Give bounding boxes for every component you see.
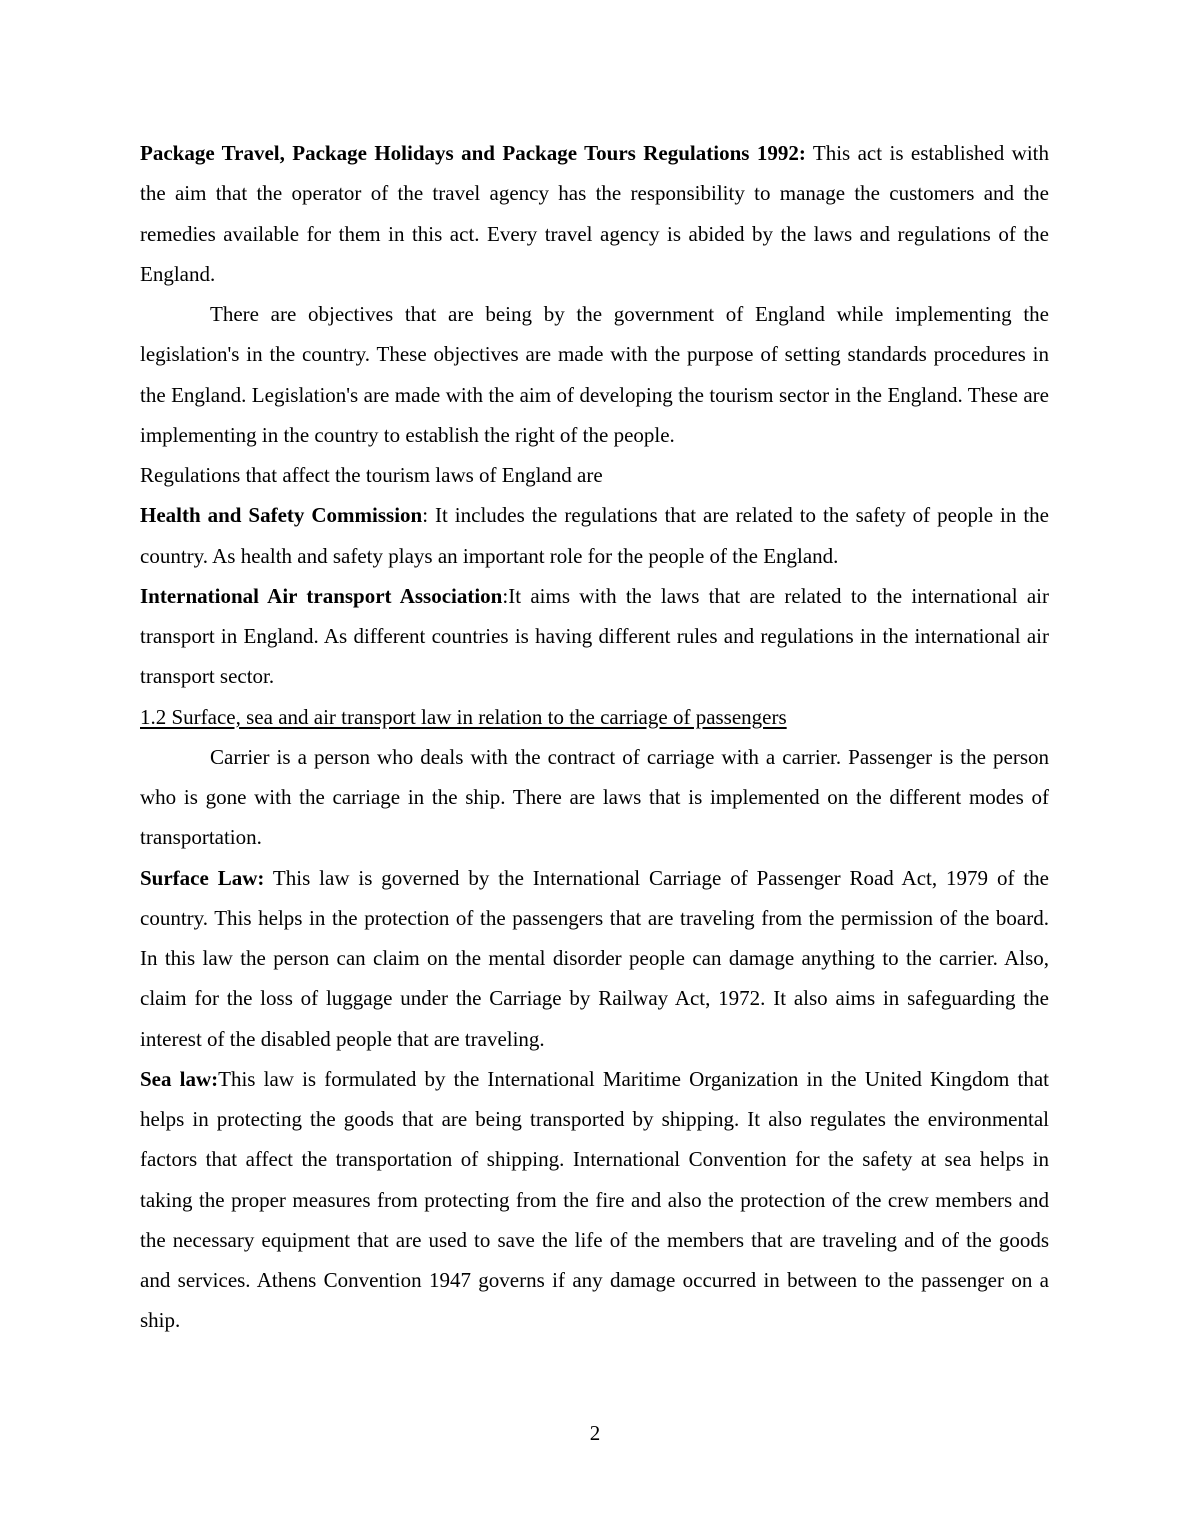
paragraph-health-safety — [140, 495, 1049, 576]
document-page — [140, 133, 1049, 1341]
paragraph-carrier — [140, 737, 1049, 858]
paragraph-text: This act is established with the aim that the operator of the travel agency has the responsibility to manage the customers and the remedies available for them in this act. Every travel agency is abided by the laws and regulations of the England. — [140, 141, 1049, 286]
term-health-safety-commission: Health and Safety Commission — [140, 503, 423, 528]
paragraph-regulations-intro — [140, 455, 1049, 495]
paragraph-objectives — [140, 294, 1049, 455]
term-package-travel-regulations: Package Travel, Package Holidays and Package Tours Regulations 1992: — [140, 141, 806, 165]
term-surface-law: Surface Law: — [140, 865, 265, 890]
paragraph-text: : It includes the regulations that are related to the safety of people in the country. As health and safety plays an important role for the people of the England. — [140, 503, 1049, 568]
paragraph-text: Carrier is a person who deals with the contract of carriage with a carrier. Passenger is the person who is gone with the carriage in the ship. There are laws that is implemented on the different modes of transportation. — [140, 744, 1049, 850]
paragraph-iata — [140, 576, 1049, 697]
paragraph-text: :It aims with the laws that are related to the international air transport in England. As different countries is having different rules and regulations in the international air transport sector. — [140, 583, 1049, 689]
paragraph-package-travel — [140, 133, 1049, 294]
paragraph-sea-law — [140, 1059, 1049, 1341]
paragraph-surface-law — [140, 858, 1049, 1059]
term-international-air-transport-association: International Air transport Association — [140, 583, 503, 608]
section-heading-text: 1.2 Surface, sea and air transport law in relation to the carriage of passengers — [140, 704, 787, 729]
paragraph-text: This law is formulated by the International Maritime Organization in the United Kingdom that helps in protecting the goods that are being transported by shipping. It also regulates the environmental factors that affect the transportation of shipping. International Convention for the safety at sea helps in taking the proper measures from protecting from the fire and also the protection of the crew members and the necessary equipment that are used to save the life of the members that are traveling and of the goods and services. Athens Convention 1947 governs if any damage occurred in between to the passenger on a ship. — [140, 1066, 1049, 1333]
section-heading-1-2 — [140, 697, 1049, 737]
page-number: 2 — [589, 1421, 601, 1445]
paragraph-text: There are objectives that are being by the government of England while implementing the legislation's in the country. These objectives are made with the purpose of setting standards procedures in the England. Legislation's are made with the aim of developing the tourism sector in the England. These are implementing in the country to establish the right of the people. — [140, 302, 1049, 447]
term-sea-law: Sea law: — [140, 1066, 219, 1091]
paragraph-text: This law is governed by the International Carriage of Passenger Road Act, 1979 of the country. This helps in the protection of the passengers that are traveling from the permission of the board. In this law the person can claim on the mental disorder people can damage anything to the carrier. Also, claim for the loss of luggage under the Carriage by Railway Act, 1972. It also aims in safeguarding the interest of the disabled people that are traveling. — [140, 865, 1049, 1051]
paragraph-text: Regulations that affect the tourism laws of England are — [140, 463, 603, 487]
